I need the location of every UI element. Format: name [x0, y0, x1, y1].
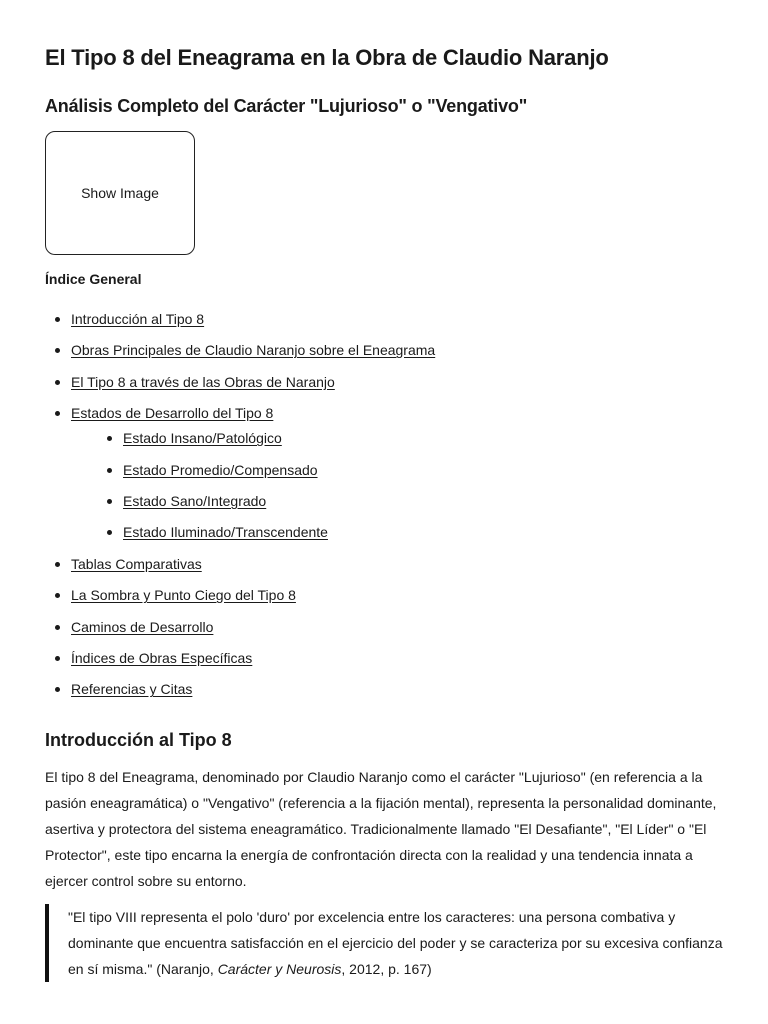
toc-item [45, 340, 735, 360]
toc-link-obras-principales[interactable]: Obras Principales de Claudio Naranjo sobre el Eneagrama [71, 342, 436, 359]
show-image-button[interactable] [45, 131, 195, 255]
page-subtitle: Análisis Completo del Carácter "Lujurioso" o "Vengativo" [45, 96, 528, 116]
quote-citation-prefix: (Naranjo, [152, 961, 218, 977]
toc-link-estados-desarrollo[interactable]: Estados de Desarrollo del Tipo 8 [71, 405, 274, 422]
toc-link-estado-insano[interactable]: Estado Insano/Patológico [123, 430, 282, 447]
toc-link-tablas-comparativas[interactable]: Tablas Comparativas [71, 555, 202, 572]
toc-subitem [71, 522, 735, 542]
toc-link-estado-iluminado[interactable]: Estado Iluminado/Transcendente [123, 524, 328, 541]
toc-link-introduccion[interactable]: Introducción al Tipo 8 [71, 311, 205, 327]
quote-citation-work: Carácter y Neurosis [217, 961, 342, 977]
toc-item [45, 617, 735, 637]
toc-link-estado-promedio[interactable]: Estado Promedio/Compensado [123, 461, 318, 478]
toc-item [45, 648, 735, 668]
toc-item [45, 554, 735, 574]
table-of-contents [45, 309, 735, 711]
toc-item [45, 372, 735, 392]
toc-item [45, 585, 735, 605]
toc-item [45, 679, 735, 699]
show-image-label: Show Image [81, 185, 159, 201]
quote-text: "El tipo VIII representa el polo 'duro' por excelencia entre los caracteres: una persona combativa y dominante que encuentra satisfacción en el ejercicio del poder y se caracteriza por su excesiva confianza en sí misma." [68, 909, 723, 977]
toc-link-referencias-citas[interactable]: Referencias y Citas [71, 681, 193, 698]
toc-link-tipo8-obras[interactable]: El Tipo 8 a través de las Obras de Naranjo [71, 373, 335, 390]
toc-link-indices-obras[interactable]: Índices de Obras Específicas [71, 649, 253, 666]
toc-subitem [71, 428, 735, 448]
intro-heading: Introducción al Tipo 8 [45, 730, 232, 750]
intro-paragraph: El tipo 8 del Eneagrama, denominado por Claudio Naranjo como el carácter "Lujurioso" (en referencia a la pasión eneagramática) o "Vengativo" (referencia a la fijación mental), representa la personalidad dominante, asertiva y protectora del sistema eneagramático. Tradicionalmente llamado "El Desafiante", "El Líder" o "El Protector", este tipo encarna la energía de confrontación directa con la realidad y una tendencia innata a ejercer control sobre su entorno. [45, 769, 717, 889]
naranjo-quote [45, 904, 739, 982]
toc-item [45, 309, 735, 329]
toc-link-estado-sano[interactable]: Estado Sano/Integrado [123, 492, 267, 509]
toc-link-sombra-punto-ciego[interactable]: La Sombra y Punto Ciego del Tipo 8 [71, 587, 296, 604]
toc-heading: Índice General [45, 271, 142, 287]
toc-subitem [71, 460, 735, 480]
toc-sublist [71, 428, 735, 542]
page-title: El Tipo 8 del Eneagrama en la Obra de Claudio Naranjo [45, 45, 609, 70]
toc-link-caminos-desarrollo[interactable]: Caminos de Desarrollo [71, 618, 214, 635]
toc-item [45, 403, 735, 542]
quote-citation-suffix: , 2012, p. 167) [341, 961, 432, 977]
toc-subitem [71, 491, 735, 511]
